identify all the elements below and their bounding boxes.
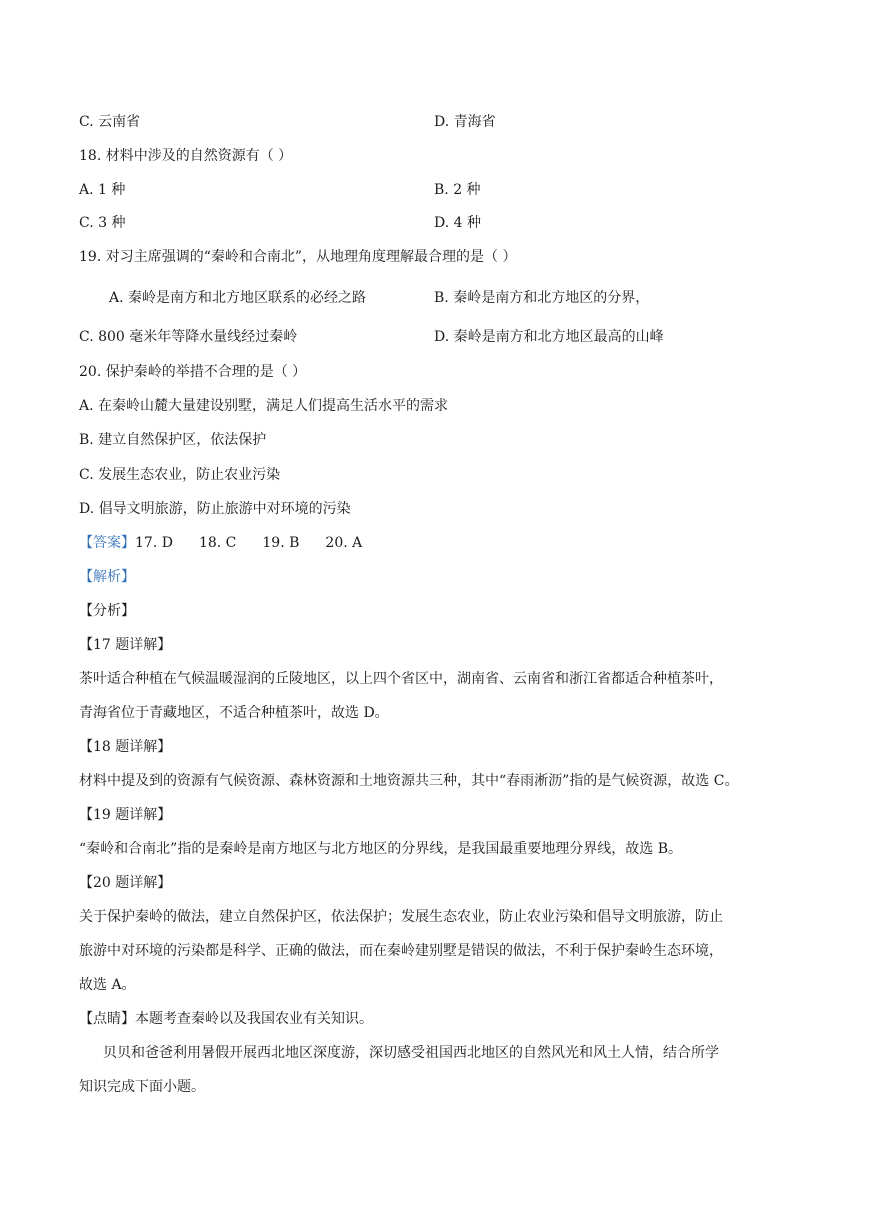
q20-option-c: C. 发展生态农业，防止农业污染 bbox=[79, 467, 281, 483]
q18-option-c: C. 3 种 bbox=[79, 215, 126, 231]
q20-option-b: B. 建立自然保护区，依法保护 bbox=[79, 432, 267, 448]
detail-19-line-1: “秦岭和合南北”指的是秦岭是南方地区与北方地区的分界线，是我国最重要地理分界线，故选 B。 bbox=[79, 841, 683, 857]
detail-17-title: 【17 题详解】 bbox=[79, 637, 172, 653]
answer-18: 18. C bbox=[198, 535, 237, 551]
detail-17-line-2: 青海省位于青藏地区，不适合种植茶叶，故选 D。 bbox=[79, 705, 389, 721]
detail-20-line-3: 故选 A。 bbox=[79, 977, 136, 993]
detail-18-title: 【18 题详解】 bbox=[79, 739, 172, 755]
analysis-fenxi: 【分析】 bbox=[79, 603, 135, 619]
detail-20-line-1: 关于保护秦岭的做法，建立自然保护区，依法保护；发展生态农业，防止农业污染和倡导文明旅游，防止 bbox=[79, 909, 723, 925]
detail-19-title: 【19 题详解】 bbox=[79, 807, 172, 823]
detail-20-line-2: 旅游中对环境的污染都是科学、正确的做法，而在秦岭建别墅是错误的做法，不利于保护秦岭生态环境， bbox=[79, 943, 723, 959]
q19-stem: 19. 对习主席强调的“秦岭和合南北”，从地理角度理解最合理的是（ ） bbox=[79, 249, 517, 265]
q17-option-d: D. 青海省 bbox=[434, 114, 496, 130]
detail-20-title: 【20 题详解】 bbox=[79, 875, 172, 891]
answer-20: 20. A bbox=[325, 535, 363, 551]
q17-option-c: C. 云南省 bbox=[79, 114, 141, 130]
answer-17: 17. D bbox=[135, 535, 173, 551]
analysis-label: 【解析】 bbox=[79, 569, 135, 585]
answer-line bbox=[79, 533, 362, 553]
q18-option-d: D. 4 种 bbox=[434, 215, 481, 231]
next-passage-line-1: 贝贝和爸爸利用暑假开展西北地区深度游，深切感受祖国西北地区的自然风光和风土人情，结合所学 bbox=[103, 1045, 719, 1061]
q19-option-d: D. 秦岭是南方和北方地区最高的山峰 bbox=[434, 329, 664, 345]
q18-option-a: A. 1 种 bbox=[79, 182, 126, 198]
answer-label: 【答案】 bbox=[79, 535, 135, 551]
q19-option-c: C. 800 毫米年等降水量线经过秦岭 bbox=[79, 329, 298, 345]
next-passage-line-2: 知识完成下面小题。 bbox=[79, 1079, 205, 1095]
q19-option-a: A. 秦岭是南方和北方地区联系的必经之路 bbox=[109, 290, 367, 306]
q19-option-b: B. 秦岭是南方和北方地区的分界， bbox=[434, 290, 650, 306]
dianjing-line: 【点睛】本题考查秦岭以及我国农业有关知识。 bbox=[79, 1011, 373, 1027]
q18-stem: 18. 材料中涉及的自然资源有（ ） bbox=[79, 148, 293, 164]
detail-17-line-1: 茶叶适合种植在气候温暖湿润的丘陵地区，以上四个省区中，湖南省、云南省和浙江省都适合种植茶叶， bbox=[79, 671, 723, 687]
answer-19: 19. B bbox=[262, 535, 300, 551]
q20-option-a: A. 在秦岭山麓大量建设别墅，满足人们提高生活水平的需求 bbox=[79, 398, 449, 414]
q20-stem: 20. 保护秦岭的举措不合理的是（ ） bbox=[79, 364, 307, 380]
q20-option-d: D. 倡导文明旅游，防止旅游中对环境的污染 bbox=[79, 501, 351, 517]
detail-18-line-1: 材料中提及到的资源有气候资源、森林资源和土地资源共三种，其中“春雨淅沥”指的是气候资源，故选 C。 bbox=[79, 773, 739, 789]
q18-option-b: B. 2 种 bbox=[434, 182, 481, 198]
